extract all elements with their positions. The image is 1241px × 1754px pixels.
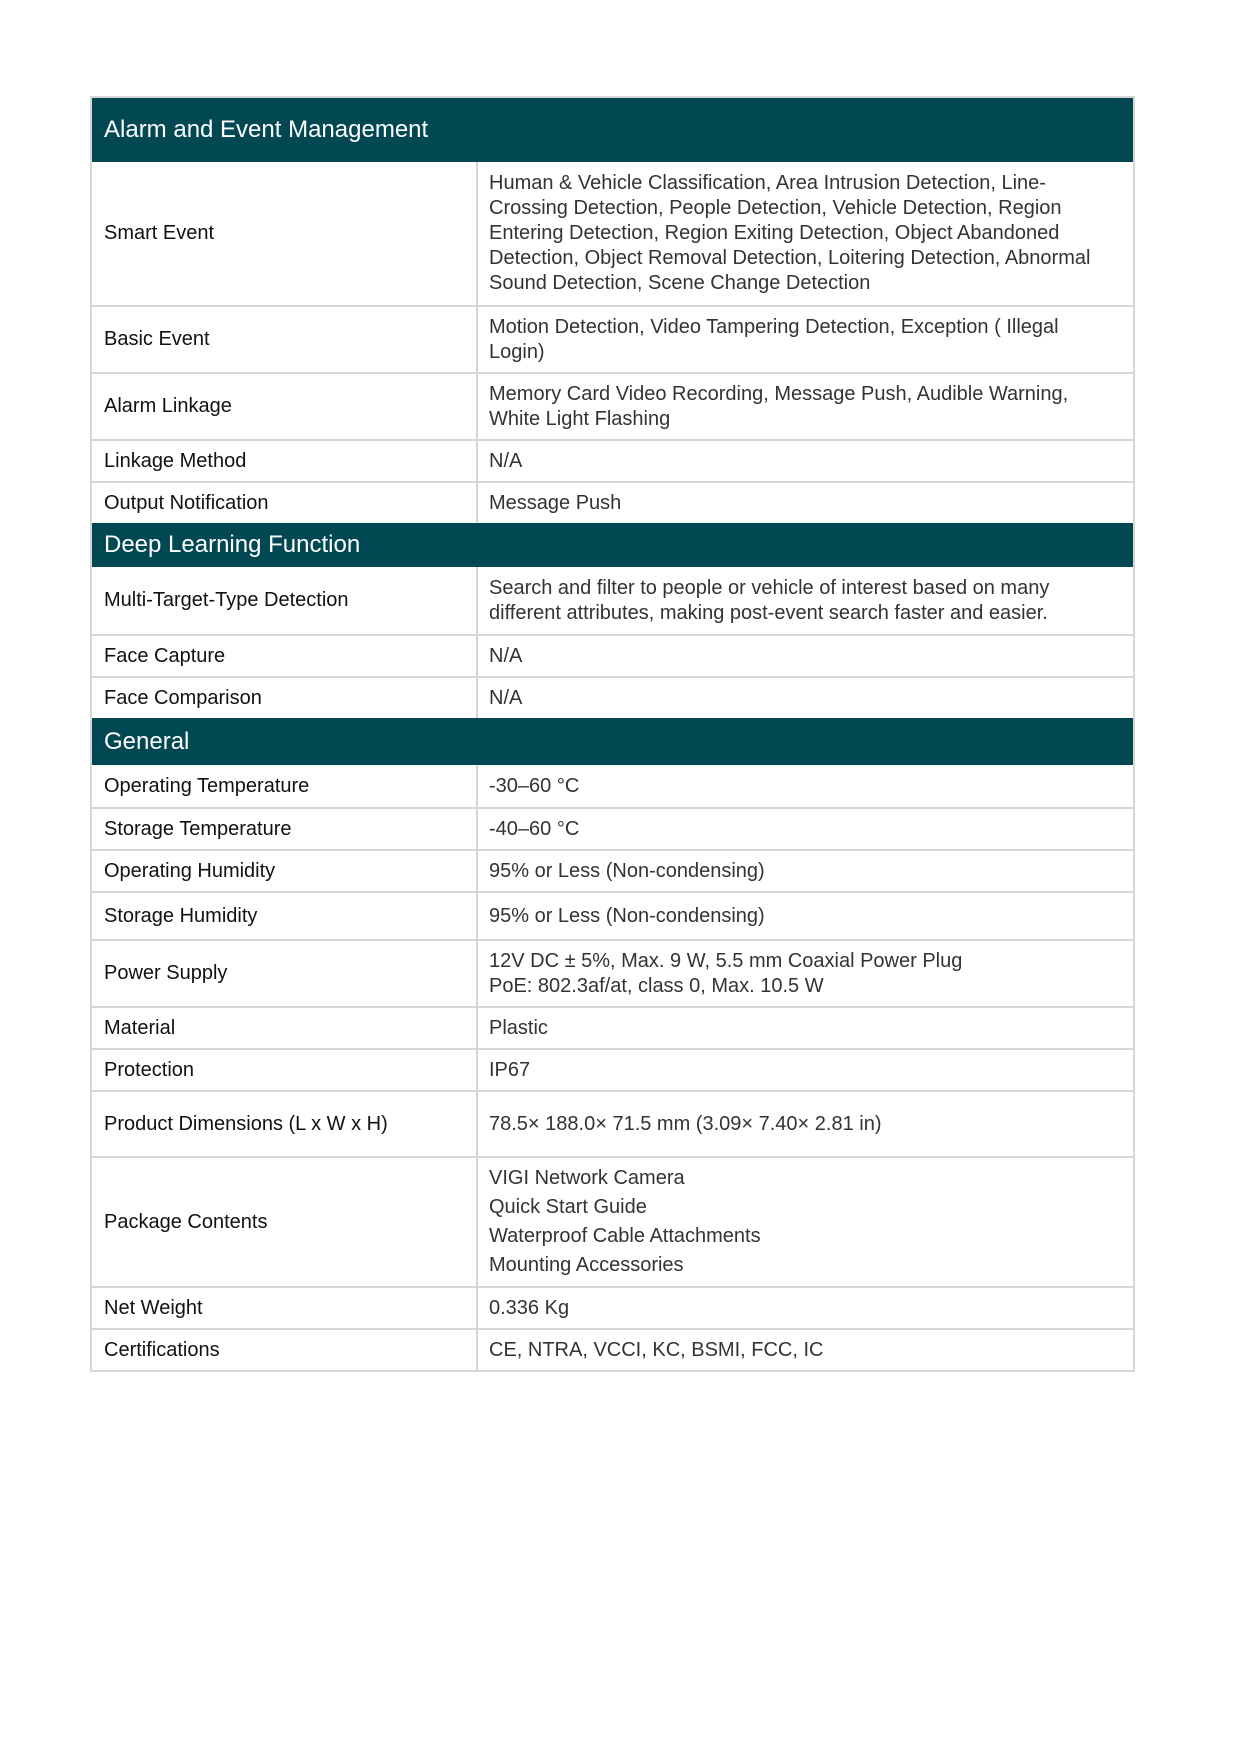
spec-value-line: 78.5× 188.0× 71.5 mm (3.09× 7.40× 2.81 in) [489,1112,882,1135]
spec-value-line: Sound Detection, Scene Change Detection [489,272,871,294]
table-row [92,939,1133,1006]
section-header-general: General [92,718,1133,765]
table-row [92,807,1133,849]
spec-value-line: Message Push [489,491,622,514]
spec-value-line: Login) [489,340,545,363]
spec-value-line: 12V DC ± 5%, Max. 9 W, 5.5 mm Coaxial Power Plug [489,949,963,972]
spec-key: Operating Temperature [92,765,478,807]
spec-value-line: White Light Flashing [489,407,671,430]
spec-key: Alarm Linkage [92,374,478,439]
spec-value-line: IP67 [489,1058,531,1081]
spec-value-line: CE, NTRA, VCCI, KC, BSMI, FCC, IC [489,1338,824,1361]
spec-value [478,567,1133,634]
spec-value-line: PoE: 802.3af/at, class 0, Max. 10.5 W [489,974,824,997]
section-header-deep-learning: Deep Learning Function [92,523,1133,567]
table-row [92,1006,1133,1048]
spec-value-line: VIGI Network Camera [489,1167,685,1189]
spec-value-line: Memory Card Video Recording, Message Push, Audible Warning, [489,382,1069,405]
spec-value-line: N/A [489,449,523,472]
table-row [92,481,1133,523]
spec-key: Power Supply [92,941,478,1006]
spec-value-line: Human & Vehicle Classification, Area Intrusion Detection, Line- [489,172,1046,194]
spec-value-line: Motion Detection, Video Tampering Detection, Exception ( Illegal [489,315,1059,338]
table-row [92,1156,1133,1286]
table-row [92,305,1133,372]
spec-value [478,307,1133,372]
spec-key: Material [92,1008,478,1048]
section-header-alarm-event: Alarm and Event Management [92,98,1133,162]
table-row [92,634,1133,676]
spec-value [478,374,1133,439]
spec-key: Face Comparison [92,678,478,718]
table-row [92,162,1133,305]
spec-value [478,893,1133,939]
spec-value [478,1092,1133,1156]
spec-value-line: N/A [489,644,523,667]
spec-value-line: 95% or Less (Non-condensing) [489,859,765,882]
table-row [92,567,1133,634]
table-row [92,849,1133,891]
table-row [92,1286,1133,1328]
spec-value-line: Quick Start Guide [489,1196,647,1218]
spec-key: Net Weight [92,1288,478,1328]
spec-key: Product Dimensions (L x W x H) [92,1092,478,1156]
spec-key: Storage Humidity [92,893,478,939]
spec-value-line: -40–60 °C [489,817,580,840]
spec-value-line: Search and filter to people or vehicle of interest based on many [489,576,1050,599]
spec-key: Operating Humidity [92,851,478,891]
spec-key: Basic Event [92,307,478,372]
spec-value-line: 0.336 Kg [489,1296,570,1319]
spec-value-line: different attributes, making post-event search faster and easier. [489,601,1048,624]
spec-value-line: 95% or Less (Non-condensing) [489,904,765,927]
spec-key: Certifications [92,1330,478,1370]
spec-value-line: Waterproof Cable Attachments [489,1225,761,1247]
spec-table [90,96,1135,1372]
spec-key: Smart Event [92,162,478,305]
spec-value-line: Plastic [489,1016,548,1039]
table-row [92,765,1133,807]
spec-value [478,941,1133,1006]
spec-key: Storage Temperature [92,809,478,849]
spec-value-line: Entering Detection, Region Exiting Detection, Object Abandoned [489,222,1060,244]
spec-value-line: -30–60 °C [489,774,580,797]
spec-key: Multi-Target-Type Detection [92,567,478,634]
spec-value [478,809,1133,849]
table-row [92,372,1133,439]
table-row [92,676,1133,718]
table-row [92,439,1133,481]
spec-value [478,678,1133,718]
spec-value-line: N/A [489,686,523,709]
spec-value [478,765,1133,807]
spec-value [478,1008,1133,1048]
spec-value-line: Crossing Detection, People Detection, Vehicle Detection, Region [489,197,1062,219]
spec-value [478,636,1133,676]
spec-key: Package Contents [92,1158,478,1286]
spec-value [478,162,1133,305]
table-row [92,1048,1133,1090]
spec-value-line: Detection, Object Removal Detection, Loitering Detection, Abnormal [489,247,1091,269]
spec-key: Face Capture [92,636,478,676]
spec-key: Protection [92,1050,478,1090]
spec-value [478,1050,1133,1090]
spec-value [478,1288,1133,1328]
spec-value-line: Mounting Accessories [489,1254,684,1276]
table-row [92,1328,1133,1370]
spec-value [478,851,1133,891]
table-row [92,1090,1133,1156]
spec-value [478,1158,1133,1286]
spec-key: Output Notification [92,483,478,523]
spec-value [478,1330,1133,1370]
spec-key: Linkage Method [92,441,478,481]
table-row [92,891,1133,939]
spec-value [478,441,1133,481]
spec-value [478,483,1133,523]
